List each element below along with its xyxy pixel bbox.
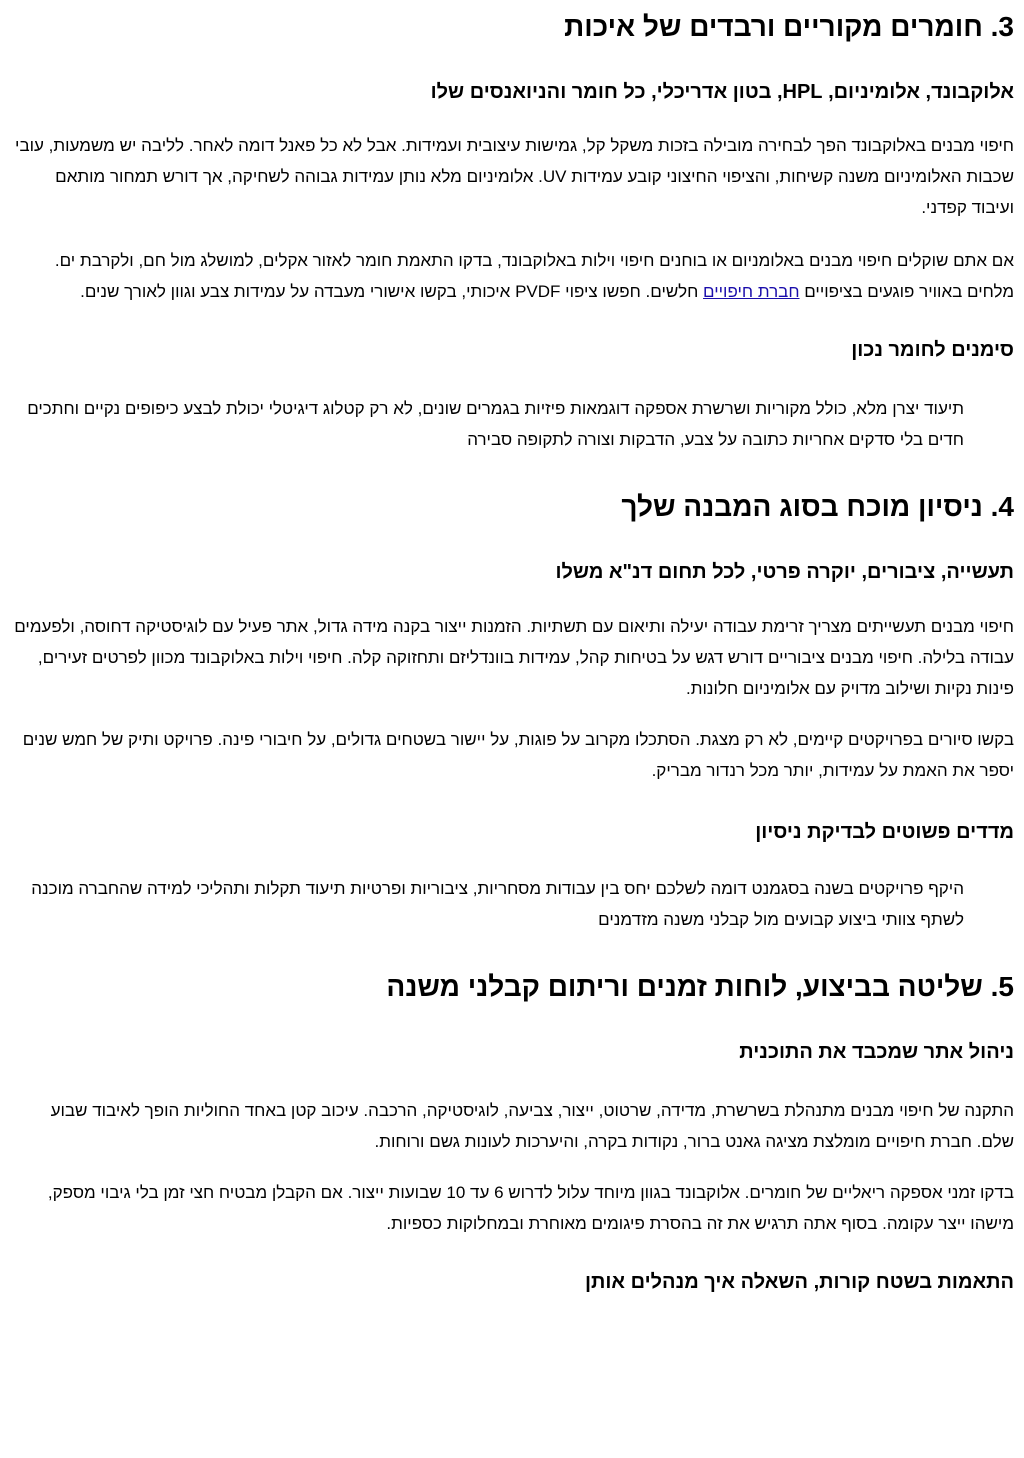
paragraph	[12, 245, 1014, 307]
article-page	[0, 10, 1024, 1458]
list-item: תיעוד יצרן מלא, כולל מקוריות ושרשרת אספקה דוגמאות פיזיות בגמרים שונים, לא רק קטלוג דיגיטלי יכולת לבצע כיפופים נקיים וחתכים חדים בלי סדקים אחריות כתובה על צבע, הדבקות וצורה לתקופה סבירה	[27, 399, 964, 449]
paragraph: חיפוי מבנים תעשייתים מצריך זרימת עבודה יעילה ותיאום עם תשתיות. הזמנות ייצור בקנה מידה גדול, אתר פעיל עם לוגיסטיקה דחוסה, ולפעמים עבודה בלילה. חיפוי מבנים ציבוריים דורש דגש על בטיחות קהל, עמידות בוונדליזם ותחזוקה קלה. חיפוי וילות באלוקבונד מכוון לפרטים זעירים, פינות נקיות ושילוב מדויק עם אלומיניום חלונות.	[14, 617, 1014, 698]
paragraph-text: אם אתם שוקלים חיפוי מבנים באלומניום או בוחנים חיפוי וילות באלוקבונד, בדקו התאמת חומר לאזור אקלים, למושלג מול חם, ולקרבת ים. מלחים באוויר פוגעים בציפויים	[54, 251, 1014, 301]
paragraph: חיפוי מבנים באלוקבונד הפך לבחירה מובילה בזכות משקל קל, גמישות עיצובית ועמידות. אבל לא כל פאנל דומה לאחר. לליבה יש משמעות, עובי שכבות האלומיניום משנה קשיחות, והציפוי החיצוני קובע עמידות UV. אלומיניום מלא נותן עמידות גבוהה לשחיקה, אך דורש תמחור מותאם ועיבוד קפדני.	[15, 136, 1014, 217]
section-subtitle: אלוקבונד, אלומיניום, HPL, בטון אדריכלי, כל חומר והניואנסים שלו	[430, 81, 1014, 103]
section-subtitle: ניהול אתר שמכבד את התוכנית	[739, 1041, 1014, 1063]
section-materials	[12, 10, 1014, 455]
criteria-list	[12, 393, 1014, 455]
paragraph-text: חלשים. חפשו ציפוי PVDF איכותי, בקשו אישורי מעבדה על עמידות צבע וגוון לאורך שנים.	[80, 282, 704, 301]
paragraph: התקנה של חיפוי מבנים מתנהלת בשרשרת, מדידה, שרטוט, ייצור, צביעה, לוגיסטיקה, הרכבה. עיכוב קטן באחד החוליות הופך לאיבוד שבוע שלם. חברת חיפויים מומלצת מציגה גאנט ברור, נקודות בקרה, והיערכות לעונות גשם ורוחות.	[50, 1101, 1014, 1151]
section-title: 3. חומרים מקוריים ורבדים של איכות	[564, 11, 1014, 42]
list-item: היקף פרויקטים בשנה בסגמנט דומה לשלכם יחס בין עבודות מסחריות, ציבוריות ופרטיות תיעוד תקלות ותהליכי למידה שהחברה מוכנה לשתף צוותי ביצוע קבועים מול קבלני משנה מזדמנים	[31, 879, 964, 929]
cladding-company-link[interactable]: חברת חיפויים	[703, 282, 800, 301]
section-execution	[12, 970, 1014, 1295]
section-subtitle: מדדים פשוטים לבדיקת ניסיון	[755, 821, 1014, 843]
criteria-list	[12, 873, 1014, 935]
section-title: 4. ניסיון מוכח בסוג המבנה שלך	[621, 491, 1014, 522]
section-experience	[12, 490, 1014, 935]
paragraph: בקשו סיורים בפרויקטים קיימים, לא רק מצגת. הסתכלו מקרוב על פוגות, על יישור בשטחים גדולים, על חיבורי פינה. פרויקט ותיק של חמש שנים יספר את האמת על עמידות, יותר מכל רנדור מבריק.	[22, 730, 1014, 780]
section-subtitle: התאמות בשטח קורות, השאלה איך מנהלים אותן	[584, 1271, 1014, 1293]
section-title: 5. שליטה בביצוע, לוחות זמנים וריתום קבלני משנה	[386, 971, 1014, 1002]
section-subtitle: תעשייה, ציבורים, יוקרה פרטי, לכל תחום דנ"א משלו	[555, 561, 1014, 583]
paragraph: בדקו זמני אספקה ריאליים של חומרים. אלוקבונד בגוון מיוחד עלול לדרוש 6 עד 10 שבועות ייצור. אם הקבלן מבטיח חצי זמן בלי גיבוי מספק, מישהו ייצר עקומה. בסוף אתה תרגיש את זה בהסרת פיגומים מאוחרת ובמחלוקות כספיות.	[47, 1183, 1014, 1233]
section-subtitle: סימנים לחומר נכון	[851, 339, 1014, 361]
